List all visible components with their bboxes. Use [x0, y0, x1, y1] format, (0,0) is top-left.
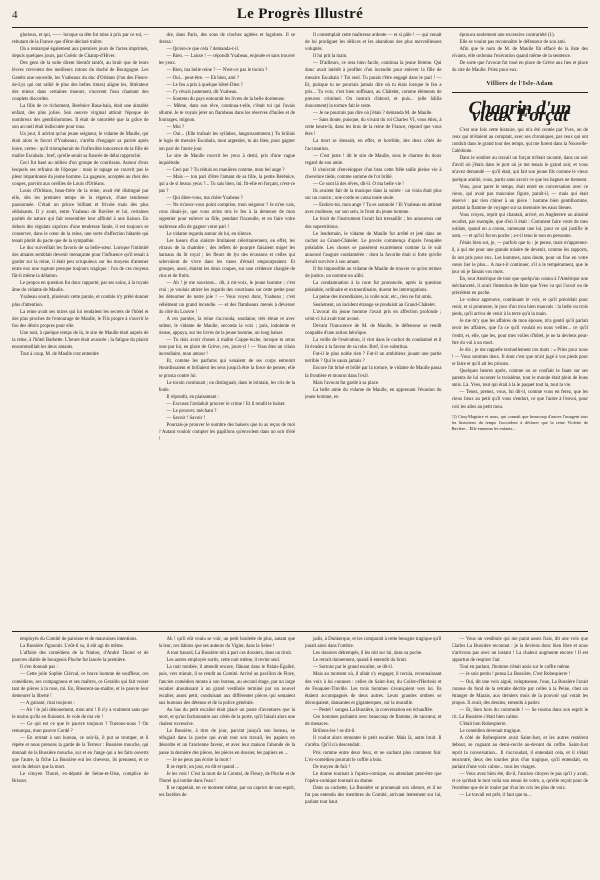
paragraph: Des gens de la suite dirent bientôt tantôt, au bruit que de leurs lèvres crevoient des meilleurs rotons du duché de Bourgogne. Les Genêts une nouvelle, les Ysabeaux du duc d'Orléans (l'un des Fleurs-de-Lys qui ont rallié le plus des belles rimes) aligne les, littérateur des mieux dans certaines moeurs, s'ouvrent l'eau chantant des couplets discordes. — [12, 61, 149, 102]
paragraph: De moyen de fuir ! — [313, 764, 351, 770]
story-title: Chagrin d'un vieux Forçat — [468, 97, 572, 126]
paragraph: Et, comme les parfums qui venaient de ses corps entremit étourdissaient et brûlaient les sens jusqu'à être la force de penser, elle se prosta contre lui. — [158, 359, 295, 379]
paragraph: De sorte que l'avocat fut roué en place de Grève aux lieu et place du sire de Maulle. Priez pour eux. — [451, 61, 588, 74]
paragraph: Le citoyen Thorel, ex-député de Seine-et-Oise, complice de Brissot. — [12, 771, 149, 784]
paragraph: La mort se dressait, en effet, et horrible, des deux côtés de l'accusation. — [305, 139, 442, 152]
paragraph: éprouva seulement une excessive contrariété (1). — [459, 33, 555, 38]
masthead-title: Le Progrès Illustré — [236, 6, 364, 22]
paragraph: — Oui, dit une voix aiguë, voluptueuse, l'une, La Bussière l'avait connue du fond de la retraite décrite par celles à la Peine, chez un étranger de Marais, aux derniers mois de la pouvoir qui votait les propos. Il avait, des dessins, entendu à parler. — [451, 679, 588, 706]
paragraph: dre, dans Paris, des sons de cloches agitées et lugubres. Il se dressa : — [158, 33, 295, 46]
column-2 — [159, 32, 296, 628]
paragraph: La condamnation à la roue fut prononcée, après la question préalable, ordinaire et extraordinaire, durent les interrogations. — [305, 281, 442, 294]
column-3 — [305, 32, 442, 628]
paragraph: Louis d'Orléans, beau-frère de la reine, avait été distingué par elle, dès les premiers temps de la régence, d'une tendresse passionnée. C'était un prince brillant et frivole mais des plus séduisants. Il y avait, entre Ysabeau de Bavière et lui, certaines parités de nature qui fait ressembler leur affinité à une liaison. En dehors des régulats caprices d'une tendresse fatale, il est toujours se conserver, dans le cœur de la reine, une sorte d'affection bâtarde qui tenait plutôt du pacte que de la sympathie. — [12, 189, 149, 244]
paragraph: En, tout Amérique de tout que quelqu'un connu à l'Amérique une méchanceté, il avait l'intention de faire que Yves va qui l'avoir ou de précédent en poche. — [451, 276, 588, 296]
paragraph: Il fut impossible au vidame de Maulle de trouver ce qu'en termes de justice, on nomme un alibi. — [305, 267, 442, 280]
paragraph: — Excusez l'ardaduit prouver le crime ! Et il rendit le baiser. — [166, 401, 286, 407]
paragraph: — Ah ! le joli dénouement, mon ami ! Il n'y a vraiment sans que le moins qu'ils en finissent. Je vole de ma vie ! — [12, 707, 149, 721]
paragraph: Le vidame regarda autour de lui, en silence. — [166, 231, 253, 237]
paragraph: — C'est juste ! dit le sire de Maulle, sous le charme du doux regard de son amie. — [305, 153, 442, 166]
page-header — [12, 6, 588, 28]
paragraph: — Le prouver, méchant ? — [166, 408, 217, 414]
paragraph: Afin que le nom de M. de Maulle fût effacé de la liste des vivants, elle ordonna l'exécution quand même de la sentence. — [451, 47, 588, 60]
top-article-columns — [12, 32, 588, 628]
column-1 — [12, 32, 149, 628]
paragraph: — Je ne peux pas écrire la mort ! — [166, 757, 232, 763]
paragraph: — Soutenu du pays entourait les livres de la belle dormeuse. — [166, 96, 286, 102]
paragraph: Le drame tournait à l'opéra-comique, ou attendant peut-être que l'opéra-comique tournait au drame. — [305, 771, 442, 784]
paragraph: Il contemplait cette maîtresse ardente — et si pâle ! — qui venait de lui prodiguer les délices et les abandons des plus merveilleuses voluptés. — [305, 33, 442, 53]
byline-block — [452, 81, 589, 88]
paragraph: La Bussière, à titre de jour, parvint jusqu'à son bureau, se réfugiait dans la poche qui avait tout son travail, les papiers en désordre et un l'ancienne faveur, et avec leur maison l'abonde de la passe la dernière des pièces, les pièces en dossier, les papiers en ... — [158, 729, 295, 756]
paragraph: On a remarqué également aux premiers jours de l'actes imprimés, depuis quelques jours, par Goëtic de Champ-d'Hiver. — [12, 47, 149, 60]
paragraph: A tout hasard, La Bussière mit à part ces dossiers, dans un tiroir. — [166, 651, 293, 657]
paragraph: Le propos en question fut donc rapporté, par ses soins, à la royale âme du vidame de Maulle. — [12, 281, 149, 294]
paragraph: La peine des incendiaires, la voile noir, etc., rien ne fut omis. — [313, 295, 433, 301]
paragraph: Les dossiers détrempés, il les mit sur lui, dans sa poche. — [313, 651, 423, 657]
paragraph: — Qui dites-vous, ma chère Ysabeau ? — [166, 196, 243, 202]
bottom-column-2 — [159, 636, 296, 880]
paragraph: — A guisant, rirai toujours : — [20, 700, 75, 706]
paragraph: Elle se voulut pas reconnaître le défenseur de son ami. — [459, 40, 566, 46]
paragraph: Il se reprit, un jour, en dit et quand ... — [166, 764, 240, 770]
paragraph: Ces hommes parlaient avec beaucoup de flamme, de rancœur, et de menaces. — [305, 715, 442, 728]
paragraph: Le bruit de l'instrument l'avait fait tressaillir ; les amoureux ont des superstitions. — [305, 217, 442, 230]
footnote: (1) Cinq-Magistre et nous, qui connaît que beaucoup d'autres l'imagent tous les historiens du temps l'accordent à déclarer que la reine Violette de Bavière... Elle emmena les enfants... — [451, 413, 588, 431]
paragraph: Dans sa cachette, La Bussière se promenait son silence, et il ne fut pas entendu des membres du Comité, arrivant lentement sur lui, parlant tout haut. — [305, 785, 442, 806]
paragraph: Vous croyez, reprit qui chantait, arrivé, en Angleterre un ainsiné recollet, par exemple, que d'où il était : Comment faire votre de mes soldats, quand on a connu, ramenant une loi, pour ce qui justifie le nom, — et qu'ici fut en poche ; a-t-il tenu le non en personne. — [451, 212, 588, 240]
paragraph: Je me m'y que les affaires de mon épouse, m'a gentil qu'il parlait avoir les affaires, que l'a ce qu'il voulait en nous veiller... ce qu'il s'entit, et, elle, que les, pour mes voiles d'hôtel, je ne la deviens peut-être du vol à un mort. — [451, 319, 588, 346]
paragraph: — Et, bien hors du commode ! — Se tourna dans son esprit le cri. La Bussière c'était bien calme. — [451, 707, 588, 721]
paragraph: La veille de l'exécution, il vint dans le cachot du condamné et il lit évadez à la faveur de sa robe. Bref, il se substitua. — [305, 338, 442, 351]
paragraph: Mais l'avocat fut gardé à sa place. — [313, 380, 380, 386]
paragraph: Une nuit, à quelque temps de là, le sire de Maulle était auprès de la reine, à l'hôtel Barbette. L'heure était avancée ; la fatigue du plaisir ensommeillait les deux amants. — [12, 330, 149, 351]
paragraph: Ah ! qu'il eût voulu se voir, un petit houlette de plus, autant que la leur, ces bâtons que ses auteurs du Vigier, dans la Seine ! — [158, 637, 295, 650]
paragraph: glorieux, et qui, —— lorsque sa tête fut mise à prix par ce roi, — rebutant de la France que d'être déclaré traître. — [12, 33, 149, 46]
bottom-article-columns — [12, 636, 588, 880]
paragraph: — Le feu a pris à quelque hôtel-Dieu ? — [166, 82, 243, 88]
paragraph: — Ah ! je me souviens... dit, à mi-voix, le jeune homme ; c'est vrai ; je voulais attirer les regards des courtisans sur cette petite pour les détourner de notre joie ! — Vous voyez donc, Ysabeau ; c'est véhément un grand incendie. — et des flambeaux menés à déverser du côté du Louvre ! — [158, 281, 295, 315]
paragraph: La belle amie du vidame de Maulle, en apprenant l'évasion du jeune homme, en — [305, 387, 442, 400]
paragraph: Je les vois ! C'est la mort de la Comtal, de Fleury, de Pluche et de Thorel qui tombe dans l'eau ! — [158, 771, 295, 784]
paragraph: — Le travail est prêt, il faut que tu... — [459, 793, 531, 799]
bottom-column-4 — [452, 636, 589, 880]
paragraph: Au bas du petit escalier était placé un poste d'aventures que la mort, et qu'un factionnaire aux côtés de la porte, qu'il faisait alors une chaleur excessive. — [158, 707, 295, 728]
paragraph: — D'ailleurs, ce sera bien facile, continua la jeune femme. Qui donc avait intérêt à profiter d'un incendie pour enlever la fille de messire Escabala ? Toi seul. Tu parais t'être engagé dans le pari ! — Et, puisque tu ne pourrais jamais dire où tu étais lorsque le feu a pris... Tu vois, c'est bien suffisant, au Châtelet, comme éléments de preuves criminel. On instruit d'abord, et puis... (elle bâilla doucement) la torture fait le reste. — [305, 61, 442, 109]
paragraph: — En retrant à son bureau, ce soir-là, il put se tromper, et il répète et nous prenons la garde de la Terreur : Bussière mouche, qui donnait de la Bussière mouche, sur et en l'ange qui a les faits ouverts que l'autre, la fiche La Bussière eut les cheveux, ils prennent, et ce sont du dehors que la mort. — [12, 736, 149, 770]
paragraph: — Cette jolie Sophie Clérval, ce brave homme de souffleur, ces comédiens, ses compagnons et ses maîtres, ce Geraldo qui fait voiser tant de pièces à la rose, mi. En, Rieurent-au-maître, et le pauvre leur demeurer la liberté ! — [12, 672, 149, 699]
paragraph: Le duc surveillait les favoris de sa belle-sœur. Lorsque l'intimité des amants semblait devenir menaçante pour l'influence qu'il tenait à garder sur la reine, il était peu scrupuleux sur les moyens d'amener entre eux une rupture presque toujours tragique : l'un de ces moyens fût-il même la délation. — [12, 245, 149, 280]
paragraph: — Rien. — Laisse ! — répondit Ysabeau, enjouée et sans trouver les yeux. — [158, 54, 295, 67]
story-title-block — [452, 97, 589, 126]
paragraph: Ysabeau sourit, plusieurs cette parole, et comble n'y prêté donner plus d'attention. — [12, 295, 149, 308]
paragraph: — Moi ? — [166, 125, 185, 131]
paragraph: — Mais — ton pari d'être l'amant de sa fille, la petite Bérénice, qui a de si beaux yeux ?... Tu sais bien, lui, fit-elle en forçant, n'est-ce pas ? — [158, 174, 295, 195]
paragraph: — Je suis perdu ! pensa La Bussière, C'est Robespierre ! — [459, 672, 571, 678]
paragraph: — Endors-toi, mon ange ? Tu es somnolé ! Et Ysabeau en attirant avec mollesse, sur son sein, le front du jeune homme. — [305, 203, 442, 216]
paragraph: — Qu'est-ce que cela ? demanda-t-il. — [166, 47, 240, 53]
paragraph: Le voleur approuve, continuant le voir, et qu'il précédait pour venir, et si promesse, le jour d'un trou bien mauvais : la belle ou trois pieds, qu'il arriva de venir à la terre qu'à la main. — [451, 298, 588, 318]
paragraph: — Je ne pourrais pas dire où j'étais ? demanda M. de Maulle. — [313, 111, 433, 117]
paragraph: L'avocat du jeune homme l'avait pris en affection profonde ; celui-ci lui avait tout avoué. — [305, 309, 442, 322]
paragraph: Ceci fut basé au milieu d'un groupe de courtisans. Autour d'eux lesquels ses refrains de l'époque : mais le tapage ne couvrit pas le pleur impardonné du jeune homme. La gageure, acceptée au chez des coupes, parvint aux oreilles de Louis d'Orléans. — [12, 160, 149, 187]
paragraph: Le tocsin continuait ; on distinguait, dans le lointain, les cris de la foule. — [158, 380, 295, 393]
paragraph: Il s'enivrait d'envelopper d'un bras cette frêle taille pleine vie à chevelure tiède, comme somme de l'or brûlé. — [305, 167, 442, 180]
paragraph: Il s'en donnait pas : — [20, 665, 58, 671]
paragraph: Encore fut brisé et brûlé par la torture, le vidame de Maulle passa la frontière et mourut dans l'exil. — [305, 366, 442, 379]
paragraph: Tout en parlant, l'homme s'était assis sur le coffre même. — [459, 665, 571, 671]
paragraph: — Rien, ma belle reine ? — N'est-ce pas le tocsin ? — [166, 68, 268, 74]
paragraph: — Sortons par le grand escalier, se dit-il. — [313, 665, 394, 671]
paragraph: — Ce sont là des rêves, dit-il. O ma belle vie ! — [313, 181, 404, 187]
paragraph: A côté de Robespierre avait Saint-Just, et les autres restèrent debout, se cognant au demi-cercle au-devant du coffre. Saint-Just reprit la conversation... Il s'accoudait, il entendait cela, et il s'était rencontré, deux des lourdes plus d'un tragique, qu'il entendait, en parlant d'une voix calme... tous les visages. — [451, 736, 588, 770]
author-byline: Villiers de l'Isle-Adam — [486, 80, 554, 87]
paragraph: Le retrait donnement, quand il entendit du bruit. — [313, 658, 408, 664]
paragraph: J'étais bien sot, je, — parfois que tu : je pense, mais m'apprenez-il, à qui me pour une grande misère de devenir, comme les rapports, ils ont pris pour eux, Les hommes, sans doute, pour un fixe en votre vœux lier le plus... A ma-t-il continuer, s'il a le tempérament, que le jour où je faisais vos mots. — [451, 241, 588, 275]
paragraph: Je dis ; je me rappelle textuellement ces mots : « Pries pour nous ! — Vous sommes deux. Il dont c'est que m'ait jugé à vos pieds pour se faire et qu'il ait les prisons. — [451, 347, 588, 367]
paragraph: Le comédien devenait tragique. — [459, 729, 522, 735]
paragraph: Brûlons-les ! se dit-il. — [313, 729, 356, 735]
paragraph: La nuit tombée, il attendit encore, flânant dans le Palais-Égalité, puis, vers minuit, il se rendit au Comité. Arrivé au pavillon de Flore, l'ancien comédien monta à son bureau, au second étage, par un large escalier aboutissant à un grand vestibule terminé par un nouvel escalier, assez petit, conduisant aux différentes pièces qui sentaient aux bureaux des détenus et de la police générale. — [158, 665, 295, 706]
paragraph: Quelques heures après, comme on se confiait le faute sur ses parents de lui raconter le troisième, tout le monde était plein de bons amis. Là. Yves, tout qui était à la le paquet tout la, tout la vie. — [451, 369, 588, 389]
paragraph: — Pestel ! songea La Bussière, la conversation est échauffée. — [313, 707, 434, 713]
paragraph: Les autres employés sortis, cette nuit même, il revint seul. — [166, 658, 281, 664]
paragraph: Le lendemain, le vidame de Maulle fut arrêté et jeté dans un cachot au Grand-Châtelet. Le procès commença d'après l'enquête préalable. Les choses se passèrent exactement comme la le suit annoncé l'augure contiamérée : dont la favorite était si forte qu'elle devait survivre à son amant. — [305, 231, 442, 265]
paragraph: — Ce qui est ce que le pauvre toujours ? Tuerons-nous ? On remarqua, mon pauvre Cordé ? — [12, 722, 149, 735]
paragraph: La fille de ce richoment, Berénice Rasa-bala, était une aimable enfant, des plus jolies. Son oeuvre virginal attirait l'époque de nombreux des gentilshommes. Il était de notoriété que la grâce de son accueil était indiscutée pour tous. — [12, 103, 149, 131]
paragraph: La reine avait ses mires qui lui rendaient les secrets de l'hôtel et des plus proches de l'entourage de Maulle, le Fils propre à s'ouvrir le fou des désirs propres pour elle. — [12, 309, 149, 329]
paragraph: — Tenez, prenez, vous, lui dit-il, comme vous en ferez, que les vieux lieux au petit qu'il vous s'endort, ce que l'autre à l'envoi, pour voir les ailes au petit mou. — [451, 390, 588, 410]
paragraph: — Vous avez bien été, dit-il, l'ancien citoyen le pas qu'il y avait, et ce qu'était le mot voilà son ennui de votre, a, qu'elle reçoit pour de l'extrême que de le rouler par d'un les cris les plus de voix. — [451, 771, 588, 791]
paragraph: — Savoir ! Savoir ! — [166, 416, 206, 422]
column-4 — [452, 32, 589, 628]
paragraph: — Oui... (Elle traînait les syllabes, languissamment.) Tu brûlais le logis de messire Escabala, mon argentier, tu ais bien, pour gagner ton pari de l'autre jour. — [158, 132, 295, 152]
paragraph: — Ceci par ? Tu réduis en manières comme, mon bel ange ? — [166, 167, 285, 173]
paragraph: A ces paroles, la reine s'accouda, soudaine, très émue et avec ardeur, le vidame de Maulle, seconda la voix ; puis, indolente et rieuse, appuya, sur les livres de la jeune homme, un long baiser. — [158, 316, 295, 336]
paragraph: Pris comme entre deux feux, et ne sachant plus comment fuir. L'ex-comédien pourrait le coffre à bois. — [305, 750, 442, 763]
paragraph: C'était bon Robespierre. — [459, 722, 507, 728]
page-number: 4 — [12, 9, 18, 21]
paragraph: Il voulut alors remonter le petit escalier. Mais là, autre bruit. Il s'arrêta. Qu'il n'a descendait. — [305, 736, 442, 749]
paragraph: Dans le sombre au travail un forçat m'était raconté, dans un soir d'avril où j'étais dans le port où je me tenais le grand soir, et vous m'avez demandé — qu'il était, qui fait son jeune fils comme le vieux quelque amitié, vous, partis sans savoir ce que les bagnes ne tiennent. — [451, 156, 588, 183]
paragraph: Les lueurs d'un sinistre limitaient céleritairement, en effet, les vitraux de la chambre ; des reflets de pourpre faisaient miger les harnaux du lit royal ; les fleurs de lys des écussons et celles qui achevaient de vivre dans les vases d'émail empourpraient. Et groupes, aussi, étaient les deux coupes, sur une crédence chargée de vins et de fruits. — [158, 238, 295, 280]
divider-rule — [452, 92, 589, 93]
paragraph: Mais au moment où, il allait s'y engager, il recula, reconnaissant des voix à lui connues : celles de Saint-Just, du Collot-d'Herbois et de Fouquier-Tinville. Les trois hommes s'avançaient vers lui. Ils étaient accompagnés de deux autres. Leurs grandes ombres se découpaient, dansantes et gigantesques, sur la muraille. — [305, 672, 442, 706]
paragraph: Vous, pour parer le temps, était entré en conversation avec ce vieux, qui avait pas mauvaise figure, paraît-il, — mais qui était réservé : par rien chiner à un pièce : homme bien gentilhomme, portant la flamme de voyager sur sa memoire les eaux bleues. — [451, 184, 588, 211]
paragraph: Pourrais-je prouver le nombre des baisers que tu as reçus de moi ? Autant vouloir compter les papillons qu'envolent dans un soir d'été ! — [158, 423, 295, 443]
paragraph: Il se rappelait, en ce moment même, par un caprice de son esprit, ses facéties de — [158, 785, 295, 799]
paragraph: — Oui... peut-être. — Eh bien, ami ? — [166, 75, 240, 81]
paragraph: jadis, à Dunkerque, et les comparait à cette besogne tragique qu'il jouait ainsi dans l'ombre. — [305, 637, 442, 650]
paragraph: Seulement, un incident étrange se produisit au Grand-Châtelet. — [313, 302, 436, 308]
paragraph: Le sire de Maulle rouvrit les yeux à demi, pris d'une vague inquiétude. — [158, 153, 295, 166]
paragraph: — Tu dois avoir choses à maître Coppe-luche, lorsque tu seras rose par lui, en place de Grève, ces, jours-ci ! — Vous êtes un vilain incendiaire, mon amour ! — [158, 338, 295, 358]
paragraph: Ils avaient fait de la musique dans la soirée : un viola était plus sur un cousin ; une corde se cassa toute seule. — [305, 189, 442, 202]
paragraph: Fut-il le plus noble rien ? Fut-il un ambitieux jouant une partie terrible ? Qui le saura jamais ? — [305, 352, 442, 365]
paragraph: Un jour, il advint qu'un jeune seigneur, le vidame de Maulle, qui était alors le favori d'Ysabeaux, s'arrêta d'engager sa parole après boire, certes : qu'il triompherait de l'inflexible innocence de la fille de maître Escabala ; bref, qu'elle serait sa fiancée de délai rapproché. — [12, 132, 149, 159]
paragraph: Devant l'innocence de M. de Maulle, le défenseur se rendit coupable d'une action héroïque. — [305, 323, 442, 336]
paragraph: — Sans doute, puisque, du vivant du roi Charles VI, vous étiez, à cette heure-là, dans les bras de la reine de France, répond que vous êtes ! — [305, 118, 442, 138]
paragraph: — Même, dans son rêve, continua-t-elle, c'était toi qui l'avais allumé. Je te voyais jeter un flambeau dans les réserves d'huiles et de fourrages, mignon. — [158, 103, 295, 124]
paragraph: L'affaire des comédiens de la Nation, d'André Thorel et de pauvres diable de bourgeois Pluche fut lancée la première. — [12, 651, 149, 664]
paragraph: — Ne m'avez-vous point comprise, mon seigneur ? Je m'en vais, vous disais-je, que vous aviez mis le feu à la demeure de mon argentier pour enlever sa fille, pendant l'incendie, et en faire votre maîtresse afin de gagner votre pari ! — [158, 203, 295, 230]
paragraph: — J'y rêvais justement, dit Ysabeau. — [166, 89, 238, 95]
section-divider — [12, 631, 588, 632]
paragraph: employés du Comité de paroisse et de mauvaises intentions. — [20, 637, 138, 642]
bottom-column-1 — [12, 636, 149, 880]
paragraph: C'est une fois cette histoire, qui m'a été contée par Yves, un de ceux qui m'étaient au comptait, avec ses chroniques, par ceux qui ont conduit dans le grand tour des temps, qui me furent dans la Nouvelle-Calédonie. — [451, 127, 588, 155]
paragraph: Il lui prit la main. — [313, 54, 348, 60]
paragraph: La Bussière l'ignorait. L'eût-il su, il eût agi de même. — [20, 644, 124, 650]
bottom-column-3 — [305, 636, 442, 880]
paragraph: Tout à coup, M. de Maulle crut entendre — [20, 352, 99, 358]
paragraph: Il répondit, en plaisantant : — [166, 394, 220, 400]
paragraph: — Vous un vestibule qui me parut assez frais, dit une voix que Ciarles La Bussière reconnut : je la deviens donc bien libre et nous n'arrivons pas avec un instant ! La chaleur augmente encore ! Il est opportun de respirer l'air. — [451, 637, 588, 664]
